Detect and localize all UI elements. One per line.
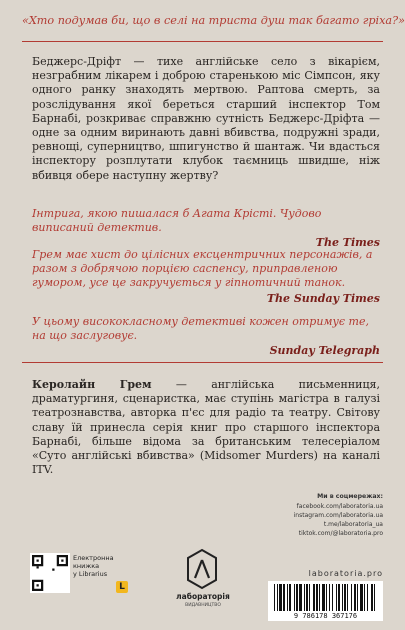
top-quote: «Хто подумав би, що в селі на триста душ так багато гріха?»: [22, 14, 405, 27]
review-1: [32, 207, 380, 251]
review-source: Sunday Telegraph: [269, 344, 380, 358]
ebook-line-1: Електронна: [73, 554, 114, 562]
publisher-tagline: ВИДАВНИЦТВО: [185, 603, 221, 608]
social-link-facebook[interactable]: facebook.com/laboratoria.ua: [296, 503, 383, 510]
author-bio: [32, 378, 380, 477]
divider-top: [22, 41, 383, 42]
social-links: [223, 492, 383, 538]
qr-code-pattern: [30, 553, 70, 593]
review-text: У цьому висококласному детективі кожен отримує те, на що заслуговує.: [32, 315, 369, 343]
publisher-name: лабораторія: [176, 592, 230, 601]
review-3: [32, 315, 380, 359]
ebook-line-2: книжка: [73, 562, 100, 570]
isbn-digits: 9 786178 367176: [268, 612, 383, 620]
isbn-barcode: [268, 581, 383, 621]
qr-code[interactable]: [30, 553, 70, 593]
review-2: [32, 248, 380, 306]
social-heading: Ми в соцмережах:: [317, 493, 383, 500]
author-bio-text: — англійська письменниця, драматургиня, сценаристка, має ступінь магістра в галузі театрознавства, авторка п'єс для радіо та театру. Світову славу їй принесла серія книг про старшого інспектора Барнабі, більше відома за британським телесеріалом «Суто англійські вбивства» (Midsomer Murders) на каналі ITV.: [32, 378, 380, 477]
ebook-label: [73, 554, 133, 578]
review-text: Грем має хист до цілісних ексцентричних персонажів, а разом з добрячою порцією саспенсу, приправленою гумором, усе це закручується у гіпнотичний танок.: [32, 248, 373, 290]
barcode-bars: [268, 581, 383, 612]
review-source: The Times: [315, 236, 380, 250]
publisher-logo-icon: [182, 548, 222, 590]
divider-bottom: [22, 362, 383, 363]
librarius-logo-icon: L: [116, 581, 128, 593]
social-link-tiktok[interactable]: tiktok.com/@laboratoria.pro: [298, 530, 383, 537]
social-link-telegram[interactable]: t.me/laboratoria_ua: [323, 521, 383, 528]
author-name: Керолайн Грем: [32, 378, 152, 391]
book-blurb: Беджерс-Дріфт — тихе англійське село з вікарієм, незграбним лікарем і доброю старенькою міс Сімпсон, яку одного ранку знаходять мертвою. Раптова смерть, за розслідування якої береться старший інспектор Том Барнабі, розкриває справжню сутність Беджерс-Дріфта — одне за одним виринають давні вбивства, подружні зради, ревнощі, суперництво, шпигунство й шантаж. Чи вдасться інспектору розплутати клубок таємниць швидше, ніж вбивця обере наступну жертву?: [32, 55, 380, 182]
ebook-line-3: у Librarius: [73, 570, 108, 578]
review-text: Інтрига, якою пишалася б Агата Крісті. Чудово виписаний детектив.: [32, 207, 322, 235]
review-source: The Sunday Times: [266, 291, 380, 305]
website-link[interactable]: laboratoria.pro: [308, 569, 383, 578]
social-link-instagram[interactable]: instagram.com/laboratoria.ua: [293, 512, 383, 519]
